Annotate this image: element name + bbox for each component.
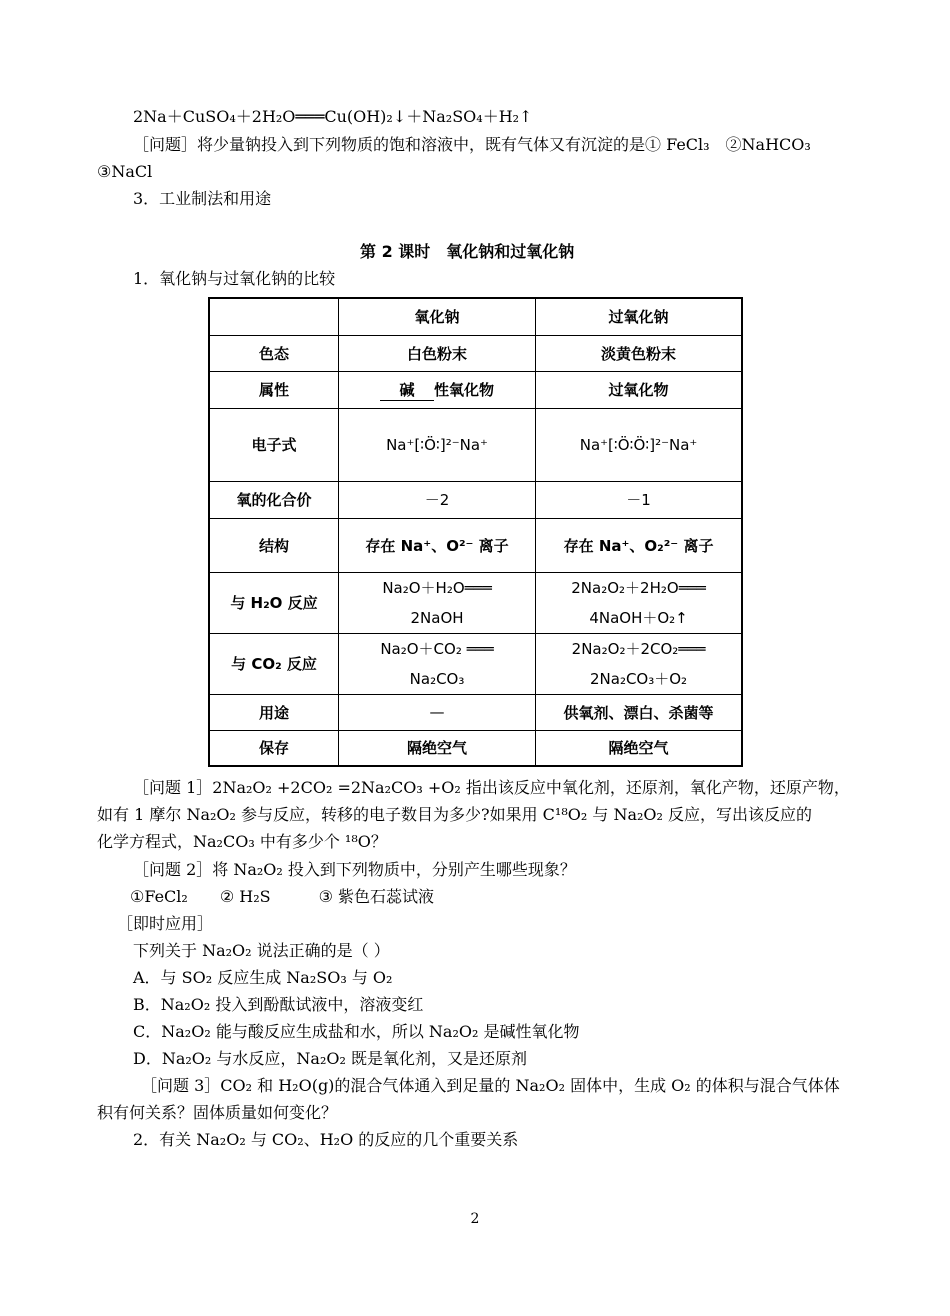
question-line: ［问题］将少量钠投入到下列物质的饱和溶液中，既有气体又有沉淀的是① FeCl₃ ②NaHCO₃	[133, 135, 811, 154]
equation-part: 4NaOH＋O₂↑	[589, 608, 688, 627]
table-cell: 隔绝空气	[536, 730, 742, 766]
table-cell: －2	[339, 481, 536, 518]
comparison-table	[208, 297, 743, 767]
row-label: 电子式	[209, 408, 339, 481]
question-1-line: ［问题 1］2Na₂O₂ +2CO₂ =2Na₂CO₃ +O₂ 指出该反应中氧化剂，还原剂，氧化产物，还原产物，	[133, 778, 850, 797]
row-label: 与 CO₂ 反应	[209, 633, 339, 694]
question-3-line: ［问题 3］CO₂ 和 H₂O(g)的混合气体通入到足量的 Na₂O₂ 固体中，生成 O₂ 的体积与混合气体体	[141, 1076, 840, 1095]
table-cell: 隔绝空气	[339, 730, 536, 766]
table-cell: －1	[536, 481, 742, 518]
table-header-cell: 过氧化钠	[536, 298, 742, 335]
table-header-cell	[209, 298, 339, 335]
instant-application-heading: ［即时应用］	[117, 914, 214, 933]
section-heading: 3．工业制法和用途	[133, 189, 272, 208]
table-cell: 过氧化物	[536, 371, 742, 408]
question-1-line: 如有 1 摩尔 Na₂O₂ 参与反应，转移的电子数目为多少?如果用 C¹⁸O₂ 与 Na₂O₂ 反应，写出该反应的	[97, 805, 813, 824]
table-cell: 存在 Na⁺、O²⁻ 离子	[339, 518, 536, 572]
choice-d: D．Na₂O₂ 与水反应，Na₂O₂ 既是氧化剂，又是还原剂	[133, 1049, 527, 1068]
table-cell	[339, 371, 536, 408]
table-header-cell: 氧化钠	[339, 298, 536, 335]
row-label: 色态	[209, 335, 339, 371]
table-cell-text: 性氧化物	[434, 380, 495, 399]
table-cell: 供氧剂、漂白、杀菌等	[536, 694, 742, 730]
row-label: 氧的化合价	[209, 481, 339, 518]
equation-part: 2NaOH	[410, 608, 464, 627]
choice-c: C．Na₂O₂ 能与酸反应生成盐和水，所以 Na₂O₂ 是碱性氧化物	[133, 1022, 580, 1041]
question-2: ［问题 2］将 Na₂O₂ 投入到下列物质中，分别产生哪些现象？	[133, 860, 576, 879]
equation-part: 2Na₂O₂＋2CO₂═══	[571, 639, 706, 658]
question-line-continued: ③NaCl	[97, 162, 153, 181]
table-cell: 存在 Na⁺、O₂²⁻ 离子	[536, 518, 742, 572]
section-heading: 1．氧化钠与过氧化钠的比较	[133, 269, 336, 288]
page-number: 2	[470, 1211, 480, 1227]
row-label: 用途	[209, 694, 339, 730]
table-row	[209, 633, 742, 694]
table-row	[209, 335, 742, 371]
question-2-options: ①FeCl₂ ② H₂S ③ 紫色石蕊试液	[130, 887, 435, 906]
row-label: 保存	[209, 730, 339, 766]
fill-blank-answer: 碱	[380, 379, 434, 401]
question-3-line: 积有何关系？固体质量如何变化？	[97, 1103, 338, 1122]
table-header-row	[209, 298, 742, 335]
electron-formula-cell: Na⁺[∶Ö∶Ö∶]²⁻Na⁺	[536, 408, 742, 481]
table-row	[209, 694, 742, 730]
table-row	[209, 408, 742, 481]
equation-part: Na₂O＋H₂O═══	[382, 578, 492, 597]
section-heading: 2．有关 Na₂O₂ 与 CO₂、H₂O 的反应的几个重要关系	[133, 1130, 519, 1149]
equation-line: 2Na＋CuSO₄＋2H₂O═══Cu(OH)₂↓＋Na₂SO₄＋H₂↑	[133, 107, 533, 126]
table-cell	[536, 572, 742, 633]
lesson-title: 第 2 课时 氧化钠和过氧化钠	[360, 242, 575, 261]
table-row	[209, 518, 742, 572]
question-1-line: 化学方程式，Na₂CO₃ 中有多少个 ¹⁸O？	[97, 832, 387, 851]
equation-part: Na₂CO₃	[409, 669, 465, 688]
table-cell: 白色粉末	[339, 335, 536, 371]
choice-b: B．Na₂O₂ 投入到酚酞试液中，溶液变红	[133, 995, 424, 1014]
row-label: 属性	[209, 371, 339, 408]
equation-part: 2Na₂CO₃＋O₂	[589, 669, 688, 688]
table-row	[209, 572, 742, 633]
table-row	[209, 481, 742, 518]
table-cell: —	[339, 694, 536, 730]
choice-a: A．与 SO₂ 反应生成 Na₂SO₃ 与 O₂	[133, 968, 393, 987]
row-label: 结构	[209, 518, 339, 572]
application-question: 下列关于 Na₂O₂ 说法正确的是（ ）	[133, 941, 390, 960]
row-label: 与 H₂O 反应	[209, 572, 339, 633]
table-cell: 淡黄色粉末	[536, 335, 742, 371]
equation-part: 2Na₂O₂＋2H₂O═══	[571, 578, 706, 597]
electron-formula-cell: Na⁺[∶Ö∶]²⁻Na⁺	[339, 408, 536, 481]
equation-part: Na₂O＋CO₂ ═══	[380, 639, 494, 658]
table-cell	[536, 633, 742, 694]
table-cell	[339, 572, 536, 633]
table-row	[209, 730, 742, 766]
table-row	[209, 371, 742, 408]
table-cell	[339, 633, 536, 694]
